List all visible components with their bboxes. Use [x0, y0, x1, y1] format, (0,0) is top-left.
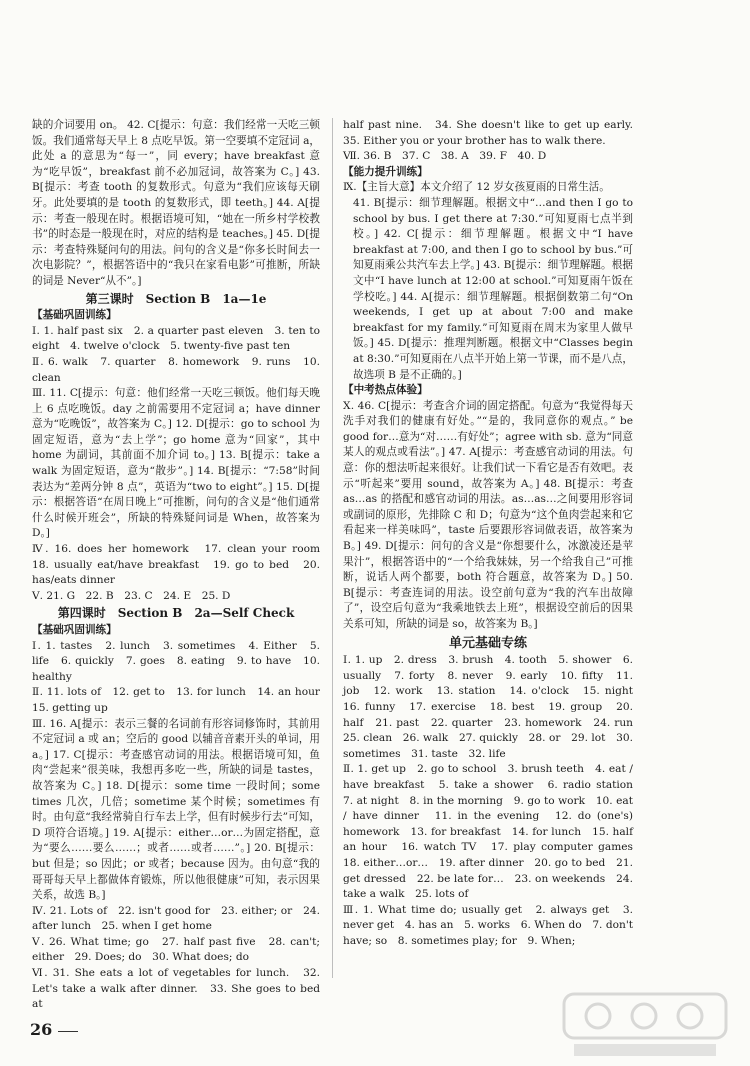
answer-paragraph: Ⅲ. 1. What time do; usually get 2. always get 3. never get 4. has an 5. works 6. When do 7. don't have; so 8. sometimes play; for 9. When;	[343, 903, 633, 947]
exercise-section-label: 【基础巩固训练】	[32, 309, 117, 322]
exercise-section-label: 【中考热点体验】	[343, 384, 428, 397]
answer-paragraph: Ⅰ. 1. tastes 2. lunch 3. sometimes 4. Either 5. life 6. quickly 7. goes 8. eating 9. to have 10. healthy	[32, 639, 320, 683]
answer-paragraph: 41. B[提示：细节理解题。根据文中“…and then I go to school by bus. I get there at 7:30.”可知夏雨七点半到校。] 42. C[提示：细节理解题。根据文中“I have breakfast at 7:00, and then I go to school by bus.”可知夏雨乘公共汽车去上学。] 43. B[提示：细节理解题。根据文中“I have lunch at 12:00 at school.”可知夏雨午饭在学校吃。] 44. A[提示：细节理解题。根据倒数第二句“On weekends, I get up at about 7:00 and make breakfast for my family.”可知夏雨在周末为家里人做早饭。] 45. D[提示：推理判断题。根据文中“Classes begin at 8:30.”可知夏雨在八点半开始上第一节课，而不是八点，故选项 B 是不正确的。]	[353, 196, 633, 381]
section-heading: 第四课时 Section B 2a—Self Check	[57, 606, 295, 621]
answer-paragraph: half past nine. 34. She doesn't like to get up early. 35. Either you or your brother has to walk there.	[343, 119, 644, 147]
unit-heading: 单元基础专练	[448, 635, 527, 651]
exercise-section-label: 【基础巩固训练】	[32, 624, 117, 636]
answer-paragraph: Ⅹ. 46. C[提示：考查含介词的固定搭配。句意为“我觉得每天洗手对我们的健康有好处。”“是的，我同意你的观点。” be good for…意为“对……有好处”；agree with sb. 意为“同意某人的观点或看法”。] 47. A[提示：考查感官动词的用法。句意：你的想法听起来很好。让我们试一下看它是否有效吧。表示“听起来”要用 sound，故答案为 A。] 48. B[提示：考查 as…as 的搭配和感官动词的用法。as…as…之间要用形容词或副词的原形，先排除 C 和 D；句意为“这个鱼肉尝起来和它看起来一样美味吗”，taste 后要跟形容词做表语，故答案为 B。] 49. D[提示：问句的含义是“你想要什么，冰激凌还是苹果汁”，根据答语中的“一个给我妹妹，另一个给我自己”可推断，说话人两个都要，both 符合题意，故答案为 D。] 50. B[提示：考查连词的用法。设空前句意为“我的汽车出故障了”，设空后句意为“我乘地铁去上班”，根据设空前后的因果关系可知，所缺的词是 so，故答案为 B。]	[343, 399, 633, 630]
answer-paragraph: Ⅳ. 16. does her homework 17. clean your room 18. usually eat/have breakfast 19. go to bed 20. has/eats dinner	[32, 543, 331, 587]
answer-paragraph: Ⅱ. 11. lots of 12. get to 13. for lunch 14. an hour 15. getting up	[32, 686, 331, 714]
answer-paragraph: Ⅵ. 31. She eats a lot of vegetables for lunch. 32. Let's take a walk after dinner. 33. She goes to bed at	[32, 967, 320, 1011]
answer-paragraph: Ⅱ. 6. walk 7. quarter 8. homework 9. runs 10. clean	[32, 355, 320, 384]
left-column	[32, 118, 331, 1013]
watermark-logo	[560, 990, 730, 1062]
page-number-dash	[58, 1031, 78, 1032]
answer-paragraph: Ⅲ. 11. C[提示：句意：他们经常一天吃三顿饭。他们每天晚上 6 点吃晚饭。day 之前需要用不定冠词 a；have dinner 意为“吃晚饭”，故答案为 C。] 12. D[提示：go to school 为固定短语，意为“去上学”；go home 意为“回家”，其中 home 为副词，其前面不加介词 to。] 13. B[提示：take a walk 为固定短语，意为“散步”。] 14. B[提示：“7:58”时间表达为“差两分钟 8 点”，英语为“two to eight”。] 15. D[提示：根据答语“在周日晚上”可推断，问句的含义是“他们通常什么时候开班会”，所缺的特殊疑问词是 When，故答案为 D。]	[32, 387, 320, 540]
exercise-section-label: 【能力提升训练】	[343, 165, 428, 178]
answer-paragraph: Ⅰ. 1. up 2. dress 3. brush 4. tooth 5. shower 6. usually 7. forty 8. never 9. early 10. fifty 11. job 12. work 13. station 14. o'clock 15. night 16. funny 17. exercise 18. best 19. group 20. half 21. past 22. quarter 23. homework 24. run 25. clean 26. walk 27. quickly 28. or 29. lot 30. sometimes 31. taste 32. life	[343, 654, 644, 760]
page-number: 26	[30, 1020, 53, 1039]
answer-paragraph: Ⅲ. 16. A[提示：表示三餐的名词前有形容词修饰时，其前用不定冠词 a 或 an；空后的 good 以辅音音素开头的单词，用 a。] 17. C[提示：考查感官动词的用法。根据语境可知，鱼肉“尝起来”很美味，我想再多吃一些，所缺的词是 tastes，故答案为 C。] 18. D[提示：some time 一段时间；some times 几次，几倍；sometime 某个时候；sometimes 有时。由句意“我经常骑自行车去上学，但有时候步行去”可知，D 项符合语境。] 19. A[提示：either…or…为固定搭配，意为“要么……要么……；或者……或者……”。] 20. B[提示：but 但是；so 因此；or 或者；because 因为。由句意“我的哥哥每天早上都做体育锻炼，所以他很健康”可知，表示因果关系，故选 B。]	[32, 717, 320, 902]
answer-paragraph: Ⅳ. 21. Lots of 22. isn't good for 23. either; or 24. after lunch 25. when I get home	[32, 904, 320, 933]
right-column	[343, 118, 644, 949]
answer-paragraph: 缺的介词要用 on。 42. C[提示：句意：我们经常一天吃三顿饭。我们通常每天早上 8 点吃早饭。第一空要填不定冠词 a，此处 a 的意思为“每一”，同 every；have breakfast 意为“吃早饭”，breakfast 前不必加冠词，故答案为 C。] 43. B[提示：考查 tooth 的复数形式。句意为“我们应该每天刷牙。此处要填的是 tooth 的复数形式，即 teeth。] 44. A[提示：考查一般现在时。根据语境可知，“她在一所乡村学校教书”的时态是一般现在时，对应的结构是 teaches。] 45. D[提示：考查特殊疑问句的用法。问句的含义是“你多长时间去一次电影院？”，根据答语中的“我只在家看电影”可推断，所缺的词是 Never“从不”。]	[32, 119, 320, 287]
section-heading: 第三课时 Section B 1a—1e	[85, 291, 267, 306]
answer-paragraph: Ⅸ.【主旨大意】本文介绍了 12 岁女孩夏雨的日常生活。	[343, 181, 610, 194]
column-divider	[332, 118, 333, 978]
answer-paragraph: Ⅰ. 1. half past six 2. a quarter past eleven 3. ten to eight 4. twelve o'clock 5. twenty-five past ten	[32, 324, 320, 353]
answer-paragraph: Ⅴ. 26. What time; go 27. half past five 28. can't; either 29. Does; do 30. What does; do	[32, 935, 320, 964]
answer-paragraph: Ⅱ. 1. get up 2. go to school 3. brush teeth 4. eat / have breakfast 5. take a shower 6. radio station 7. at night 8. in the morning 9. go to work 10. eat / have dinner 11. in the evening 12. do (one's) homework 13. for breakfast 14. for lunch 15. half an hour 16. watch TV 17. play computer games 18. either…or… 19. after dinner 20. go to bed 21. get dressed 22. be late for… 23. on weekends 24. take a walk 25. lots of	[343, 763, 644, 901]
answer-paragraph: Ⅴ. 21. G 22. B 23. C 24. E 25. D	[32, 589, 231, 602]
answer-paragraph: Ⅶ. 36. B 37. C 38. A 39. F 40. D	[343, 150, 547, 163]
